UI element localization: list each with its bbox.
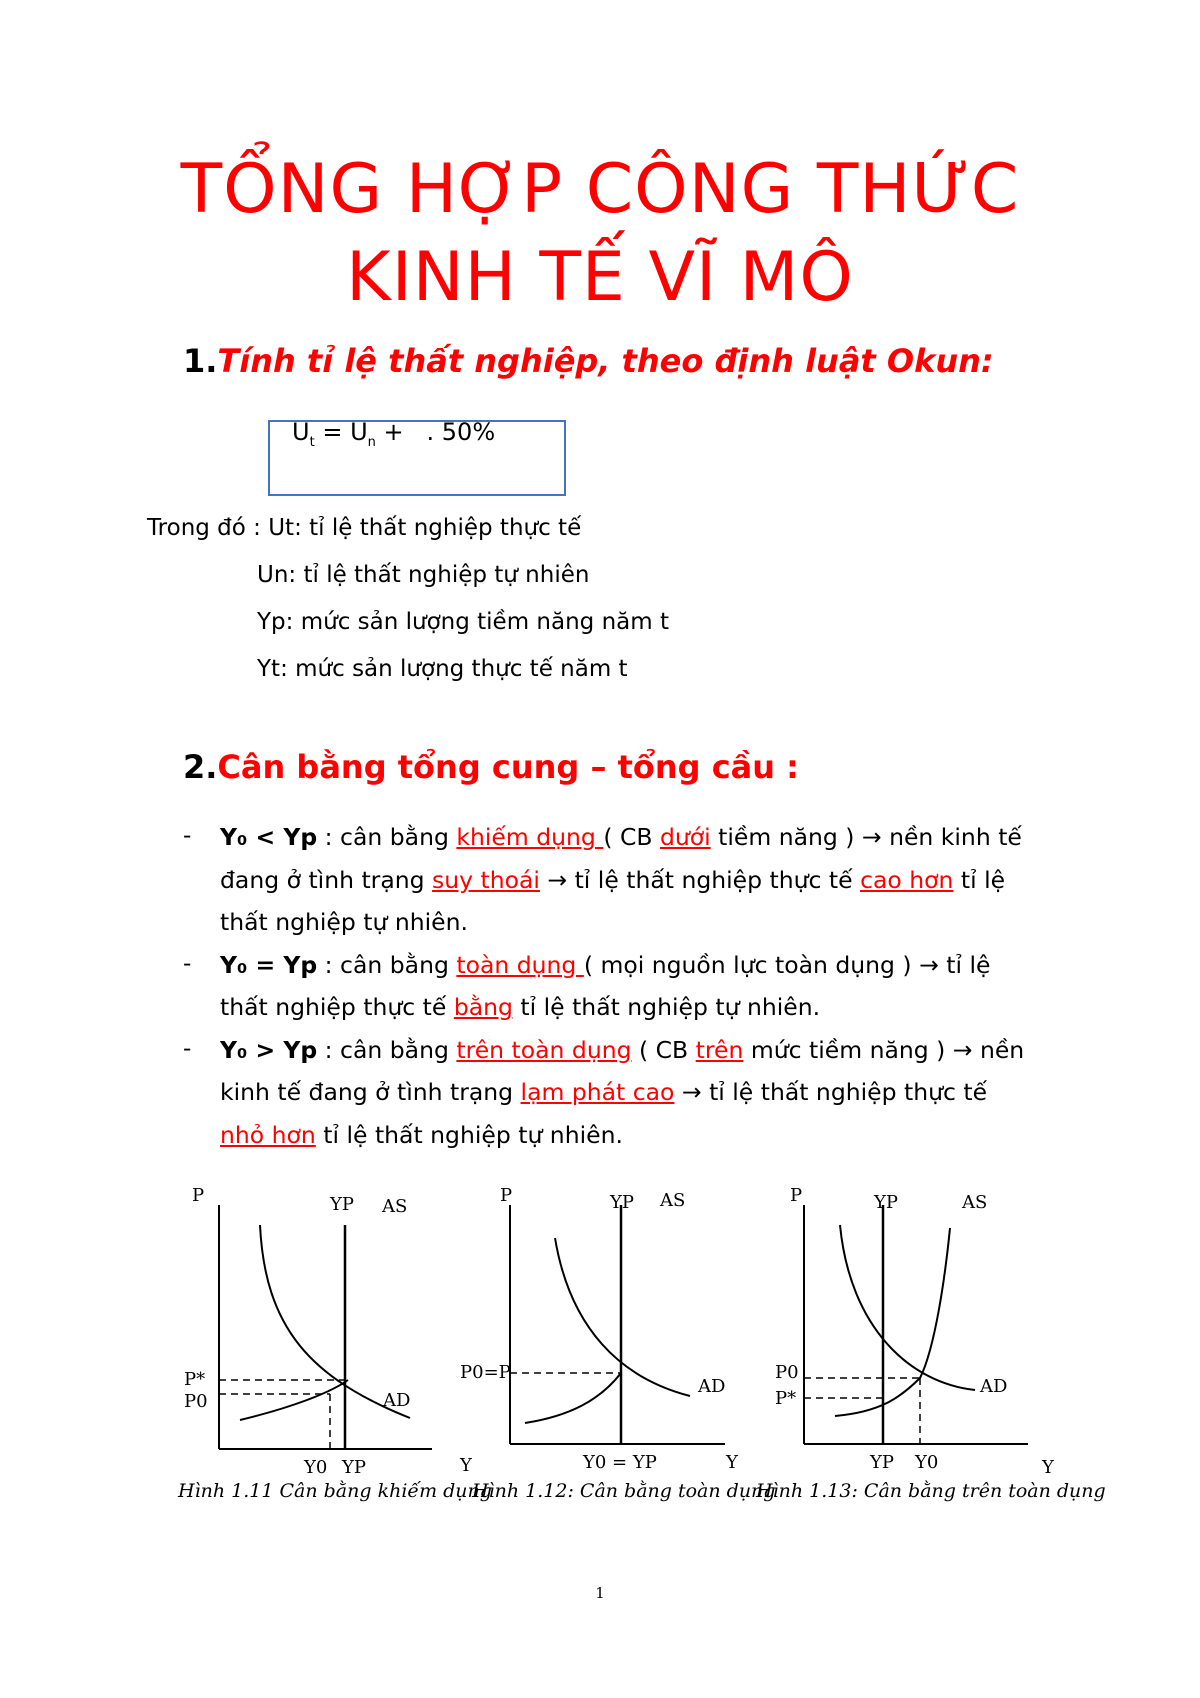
highlighted-term: cao hơn <box>860 865 954 894</box>
bullet-text: đang ở tình trạng <box>220 865 433 894</box>
bullet-text: tỉ lệ <box>953 865 1006 894</box>
fig2-y-label: Y <box>726 1452 738 1473</box>
bullet-text: : cân bằng <box>317 1035 457 1064</box>
figure-1-caption: Hình 1.11 Cân bằng khiếm dụng <box>178 1480 492 1502</box>
fig2-as-label: AS <box>660 1190 686 1211</box>
bullet-1-line-1 <box>220 823 1022 851</box>
fig3-yp2-label: YP <box>870 1452 894 1473</box>
fig1-ad-label: AD <box>383 1390 411 1411</box>
fig2-p0p-label: P0=P <box>460 1362 511 1383</box>
fig2-as-curve-left <box>525 1223 657 1423</box>
figure-2-caption: Hình 1.12: Cân bằng toàn dụng <box>472 1480 776 1502</box>
bullet-text: ( CB <box>603 823 660 851</box>
bullet-text: ( mọi nguồn lực toàn dụng ) → tỉ lệ <box>583 950 991 979</box>
section-1-heading <box>183 342 994 380</box>
fig3-as-label: AS <box>962 1192 988 1213</box>
fig3-p0-label: P0 <box>775 1362 799 1383</box>
bullet-text: thất nghiệp tự nhiên. <box>220 908 468 936</box>
page-number: 1 <box>595 1584 605 1602</box>
fig2-as-curve-lower <box>525 1373 621 1423</box>
highlighted-term: suy thoái <box>432 865 540 894</box>
fig1-yp2-label: YP <box>342 1457 366 1478</box>
section-2-number: 2. <box>183 748 218 786</box>
definition-yp: Yp: mức sản lượng tiềm năng năm t <box>257 609 669 635</box>
fig3-ad-label: AD <box>980 1376 1008 1397</box>
bullet-text: tỉ lệ thất nghiệp tự nhiên. <box>315 1120 623 1149</box>
figure-2-full-employment <box>510 1205 725 1444</box>
title-line-1: TỔNG HỢP CÔNG THỨC <box>180 150 1020 229</box>
fig2-p-label: P <box>500 1185 513 1206</box>
bullet-dash: - <box>183 1035 192 1062</box>
highlighted-term: nhỏ hơn <box>220 1120 316 1149</box>
fig3-p-label: P <box>790 1185 803 1206</box>
fig1-y-label: Y <box>460 1455 472 1476</box>
bullet-text: mức tiềm năng ) → nền <box>743 1035 1025 1064</box>
section-2-heading <box>183 748 799 786</box>
equilibrium-condition: Y₀ = Yp <box>220 950 318 979</box>
equilibrium-condition: Y₀ < Yp <box>220 823 318 851</box>
definition-un: Un: tỉ lệ thất nghiệp tự nhiên <box>257 562 590 588</box>
bullet-1-line-3 <box>220 908 468 936</box>
definition-yt: Yt: mức sản lượng thực tế năm t <box>257 656 628 682</box>
equilibrium-figures <box>170 1168 1070 1528</box>
fig1-as-curve-lower <box>240 1380 348 1420</box>
bullet-text: kinh tế đang ở tình trạng <box>220 1078 521 1106</box>
okun-formula: $U_t = U_n$ + . 50% <box>292 418 496 450</box>
fig2-y0yp-label: Y0 = YP <box>583 1452 657 1473</box>
bullet-2-line-2 <box>220 993 820 1021</box>
bullet-2-line-1 <box>220 951 990 979</box>
fig2-yp-label: YP <box>610 1192 634 1213</box>
fig3-yp-label: YP <box>874 1192 898 1213</box>
fig1-pstar-label: P* <box>184 1369 206 1390</box>
highlighted-term: toàn dụng <box>456 950 584 979</box>
fig1-as-label: AS <box>382 1196 408 1217</box>
definitions-intro: Trong đó : Ut: tỉ lệ thất nghiệp thực tế <box>147 515 582 541</box>
bullet-text: → tỉ lệ thất nghiệp thực tế <box>539 865 861 894</box>
fig2-ad-label: AD <box>698 1376 726 1397</box>
section-2-title: Cân bằng tổng cung – tổng cầu : <box>217 748 799 786</box>
bullet-text: → tỉ lệ thất nghiệp thực tế <box>674 1078 988 1106</box>
title-line-2: KINH TẾ VĨ MÔ <box>346 238 854 317</box>
bullet-text: tiềm năng ) → nền kinh tế <box>710 823 1022 851</box>
fig1-labels <box>184 1185 473 1478</box>
fig3-ad-curve <box>840 1225 975 1390</box>
highlighted-term: bằng <box>453 993 513 1021</box>
fig1-yp-label: YP <box>330 1194 354 1215</box>
highlighted-term: khiếm dụng <box>456 823 604 851</box>
highlighted-term: trên <box>695 1035 744 1064</box>
bullet-text: : cân bằng <box>317 950 457 979</box>
bullet-1-line-2 <box>220 866 1005 894</box>
bullet-dash: - <box>183 950 192 977</box>
bullet-3-line-3 <box>220 1121 623 1149</box>
highlighted-term: trên toàn dụng <box>456 1035 632 1064</box>
figures-svg <box>170 1168 1070 1488</box>
fig3-y0-label: Y0 <box>915 1452 939 1473</box>
fig2-as-curve-upper <box>621 1268 660 1373</box>
bullet-text: tỉ lệ thất nghiệp tự nhiên. <box>512 993 821 1021</box>
fig1-y0-label: Y0 <box>304 1457 328 1478</box>
fig2-labels <box>460 1185 739 1473</box>
highlighted-term: dưới <box>659 823 711 851</box>
section-1-title: Tính tỉ lệ thất nghiệp, theo định luật Okun: <box>217 342 994 380</box>
fig3-labels <box>775 1185 1055 1478</box>
figure-3-caption: Hình 1.13: Cân bằng trên toàn dụng <box>756 1480 1106 1502</box>
fig1-p0-label: P0 <box>184 1391 208 1412</box>
fig1-p-label: P <box>192 1185 205 1206</box>
bullet-text: ( CB <box>631 1035 696 1064</box>
equilibrium-condition: Y₀ > Yp <box>220 1035 318 1064</box>
section-1-number: 1. <box>183 342 218 380</box>
highlighted-term: lạm phát cao <box>520 1078 675 1106</box>
bullet-3-line-1 <box>220 1036 1024 1064</box>
bullet-text: thất nghiệp thực tế <box>220 993 454 1021</box>
figure-1-underemployment <box>219 1205 432 1449</box>
fig3-pstar-label: P* <box>775 1388 797 1409</box>
fig3-y-label: Y <box>1042 1457 1054 1478</box>
bullet-3-line-2 <box>220 1078 987 1106</box>
fig3-as-curve <box>835 1228 950 1416</box>
figure-3-over-employment <box>804 1205 1028 1444</box>
bullet-dash: - <box>183 823 192 849</box>
bullet-text: : cân bằng <box>317 823 457 851</box>
